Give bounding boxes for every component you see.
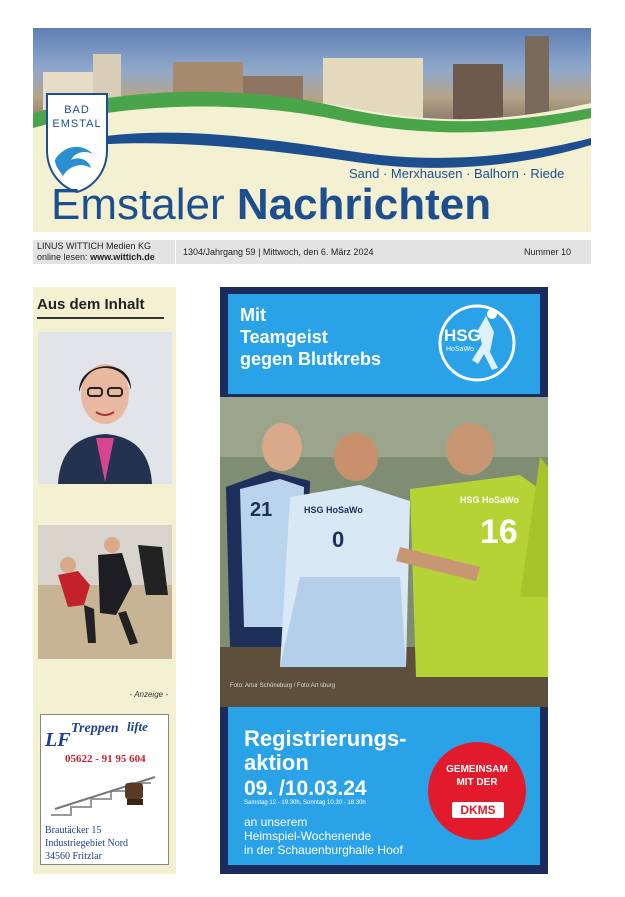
- jersey-number-right: 16: [480, 513, 518, 551]
- jersey-text-middle: HSG HoSaWo: [304, 505, 363, 515]
- title-light: Emstaler: [51, 180, 225, 229]
- town-districts: Sand · Merxhausen · Balhorn · Riede: [349, 166, 565, 181]
- contents-sidebar: [33, 287, 176, 874]
- heading-rule: [37, 317, 164, 319]
- issue-date: 1304/Jahrgang 59 | Mittwoch, den 6. März 2024: [183, 247, 374, 257]
- jersey-number-left: 21: [250, 499, 273, 521]
- ad-word-lifte: lifte: [127, 719, 148, 734]
- online-prefix: online lesen:: [37, 252, 88, 262]
- reg-title-line-2: aktion: [244, 750, 309, 775]
- registration-date: 09. /10.03.24: [244, 777, 367, 800]
- jersey-number-middle: 0: [332, 527, 345, 552]
- dkms-text-2: MIT DER: [456, 777, 498, 788]
- hsg-logo-text: HSG: [444, 326, 481, 345]
- reg-desc-line-1: an unserem: [244, 815, 308, 829]
- reg-title-line-1: Registrierungs-: [244, 726, 407, 751]
- dkms-logo: [452, 802, 504, 818]
- jersey-text-right: HSG HoSaWo: [460, 495, 519, 505]
- registration-times: Samstag 12 - 19.30h, Sonntag 10.30 - 18.30h: [244, 800, 366, 806]
- team-celebration-photo: [220, 397, 548, 707]
- dkms-text-1: GEMEINSAM: [446, 764, 508, 775]
- online-line: [37, 252, 155, 263]
- stairlift-ad[interactable]: [40, 714, 169, 865]
- ad-address-3: 34560 Fritzlar: [45, 851, 102, 862]
- title-bold: Nachrichten: [236, 180, 492, 229]
- issue-info-bar: [33, 240, 591, 264]
- dkms-logo-text: DKMS: [460, 803, 496, 817]
- masthead: [33, 28, 591, 232]
- publisher-name: LINUS WITTICH Medien KG: [37, 241, 152, 251]
- divider: [175, 240, 176, 264]
- publisher-url[interactable]: www.wittich.de: [90, 252, 155, 262]
- photo-credit: Foto: Artur Schöneburg / Foto:Art sburg: [230, 683, 336, 689]
- hsg-logo-subtext: HoSaWo: [446, 346, 474, 353]
- dkms-badge: [428, 742, 526, 840]
- ad-address-2: Industriegebiet Nord: [45, 838, 129, 849]
- ad-word-treppen: Treppen: [71, 721, 119, 736]
- reg-desc-line-2: Heimspiel-Wochenende: [244, 829, 372, 843]
- stairlift-icon: [51, 769, 159, 821]
- registration-description: [244, 815, 403, 857]
- reg-desc-line-3: in der Schauenburghalle Hoof: [244, 843, 403, 857]
- contents-heading: Aus dem Inhalt: [37, 296, 145, 313]
- registration-panel: [228, 707, 540, 865]
- ad-address-1: Brautäcker 15: [45, 825, 102, 836]
- ad-label: - Anzeige -: [129, 690, 168, 699]
- headline-line-2: Teamgeist: [240, 327, 328, 347]
- handball-action-photo[interactable]: [38, 525, 172, 659]
- poster-top-banner: [228, 294, 540, 394]
- newspaper-title: [51, 178, 491, 232]
- logo-text-emstal: EMSTAL: [52, 118, 102, 130]
- portrait-photo[interactable]: [38, 332, 172, 484]
- blood-cancer-poster[interactable]: [220, 287, 548, 874]
- issue-number: Nummer 10: [523, 247, 571, 257]
- headline-line-3: gegen Blutkrebs: [240, 349, 382, 369]
- ad-brand: LF: [45, 729, 71, 751]
- headline-line-1: Mit: [240, 305, 266, 325]
- logo-text-bad: BAD: [64, 104, 90, 116]
- poster-headline: [240, 304, 381, 370]
- registration-title: [244, 727, 407, 775]
- wave-graphic: [33, 83, 591, 173]
- publisher-info: [37, 241, 155, 263]
- ad-phone: 05622 - 91 95 604: [65, 753, 146, 765]
